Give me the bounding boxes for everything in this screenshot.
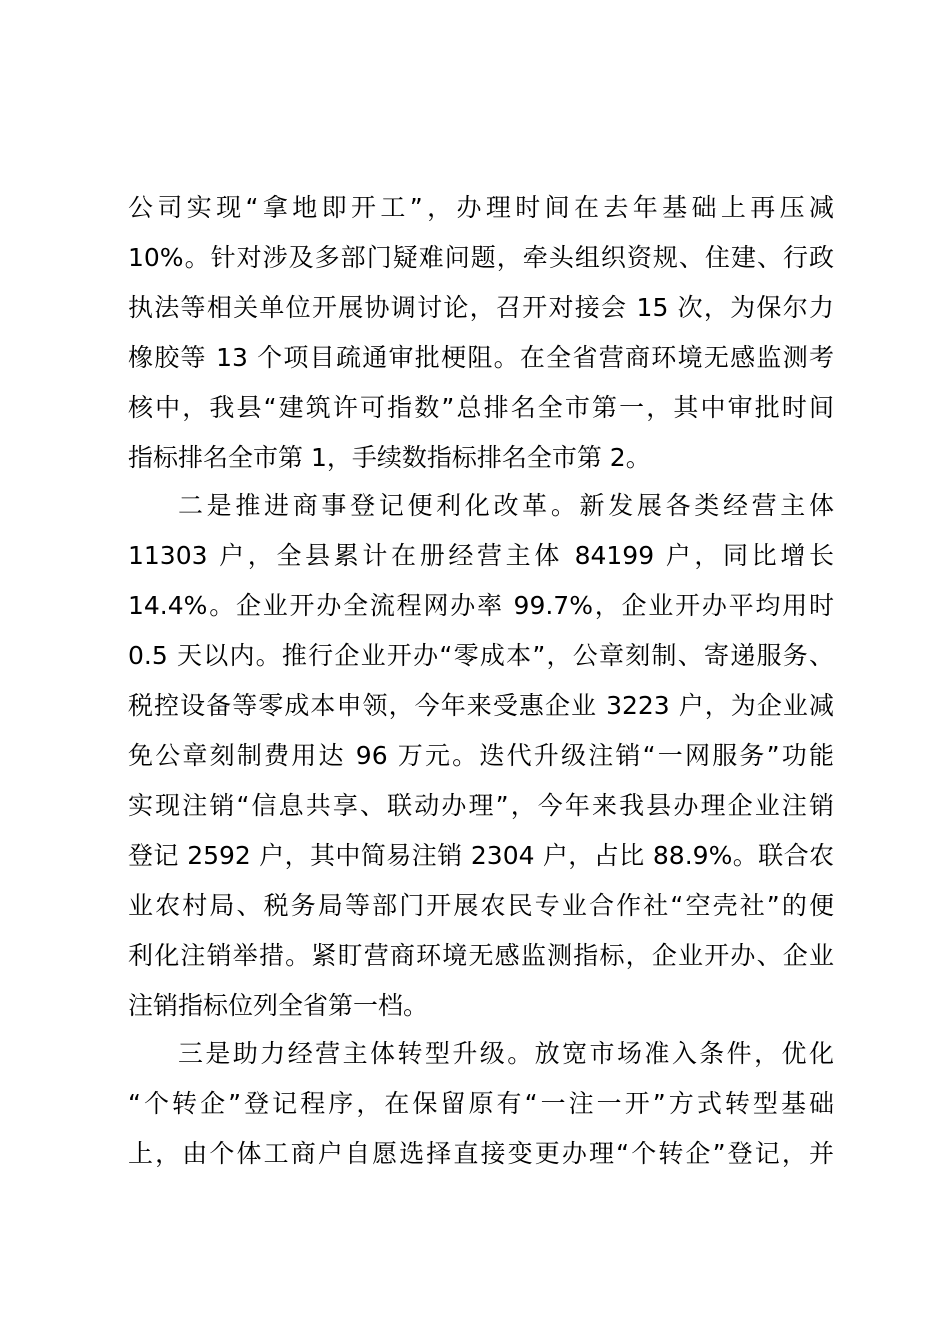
text-line: 登记 2592 户，其中简易注销 2304 户，占比 88.9%。联合农 <box>128 841 834 870</box>
paragraph-first-line: 二是推进商事登记便利化改革。新发展各类经营主体 <box>178 491 834 520</box>
text-line: 税控设备等零成本申领，今年来受惠企业 3223 户，为企业减 <box>128 691 834 720</box>
text-line: 利化注销举措。紧盯营商环境无感监测指标，企业开办、企业 <box>128 941 834 970</box>
text-line: 橡胶等 13 个项目疏通审批梗阻。在全省营商环境无感监测考 <box>128 343 834 372</box>
paragraph-first-line: 三是助力经营主体转型升级。放宽市场准入条件，优化 <box>178 1039 834 1068</box>
text-line: 实现注销“信息共享、联动办理”，今年来我县办理企业注销 <box>128 791 834 820</box>
text-line: 指标排名全市第 1，手续数指标排名全市第 2。 <box>128 443 651 472</box>
text-line: 上，由个体工商户自愿选择直接变更办理“个转企”登记，并 <box>128 1139 834 1168</box>
text-line: “个转企”登记程序，在保留原有“一注一开”方式转型基础 <box>128 1089 834 1118</box>
text-line: 10%。针对涉及多部门疑难问题，牵头组织资规、住建、行政 <box>128 243 834 272</box>
text-line: 核中，我县“建筑许可指数”总排名全市第一，其中审批时间 <box>128 393 834 422</box>
text-line: 公司实现“拿地即开工”，办理时间在去年基础上再压减 <box>128 193 834 222</box>
text-line: 执法等相关单位开展协调讨论，召开对接会 15 次，为保尔力 <box>128 293 834 322</box>
text-line: 注销指标位列全省第一档。 <box>128 991 429 1020</box>
text-line: 11303 户，全县累计在册经营主体 84199 户，同比增长 <box>128 541 834 570</box>
text-line: 0.5 天以内。推行企业开办“零成本”，公章刻制、寄递服务、 <box>128 641 834 670</box>
text-line: 14.4%。企业开办全流程网办率 99.7%，企业开办平均用时 <box>128 591 834 620</box>
text-line: 业农村局、税务局等部门开展农民专业合作社“空壳社”的便 <box>128 891 834 920</box>
text-line: 免公章刻制费用达 96 万元。迭代升级注销“一网服务”功能 <box>128 741 834 770</box>
